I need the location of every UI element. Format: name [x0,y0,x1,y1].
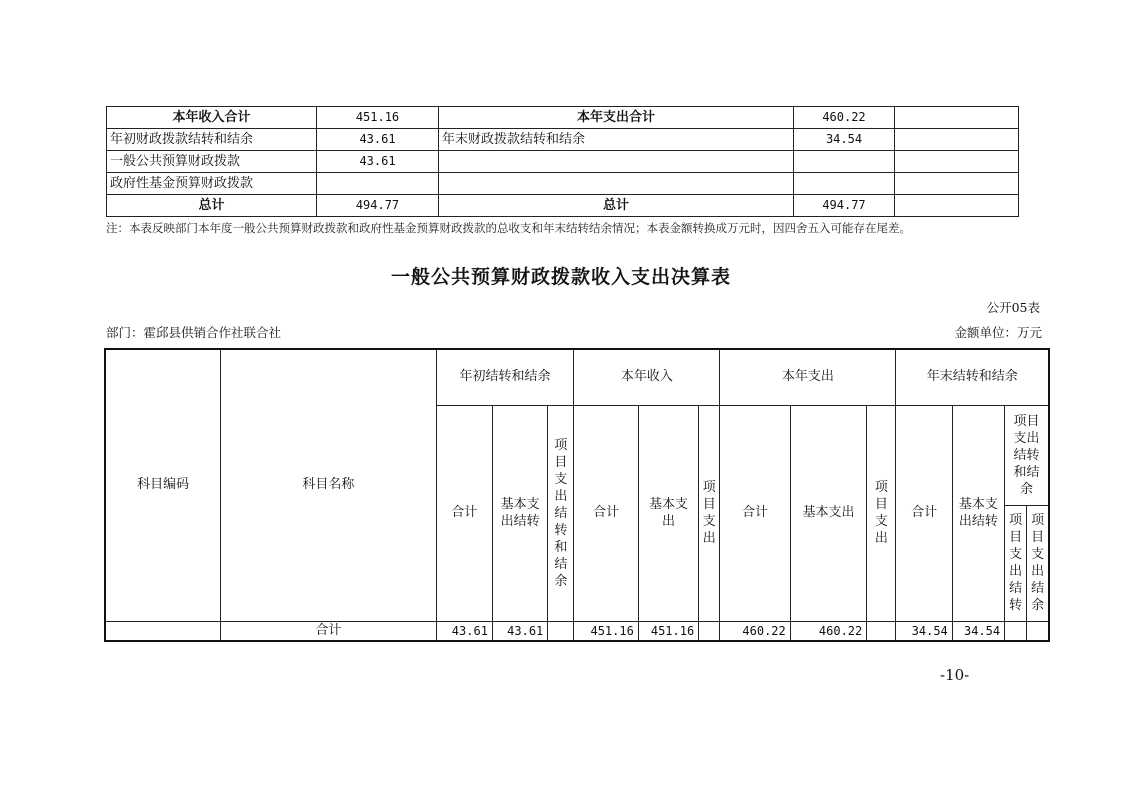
header-cell: 年初结转和结余 [436,349,574,405]
header-text: 项目支出结转和结余 [1013,413,1040,497]
table-cell [699,621,720,641]
header-cell [492,405,547,621]
header-cell: 本年支出 [720,349,896,405]
table-cell: 460.22 [790,621,866,641]
table-cell [895,151,1019,173]
table-cell [867,621,896,641]
header-text: 项目支出结转和结余 [554,437,568,589]
header-text: 基本支出 [649,497,689,529]
table-cell: 34.54 [896,621,952,641]
table-cell: 451.16 [574,621,638,641]
header-cell: 年末结转和结余 [896,349,1049,405]
table-note: 注：本表反映部门本年度一般公共预算财政拨款和政府性基金预算财政拨款的总收支和年末结转结余情况；本表金额转换成万元时，因四舍五入可能存在尾差。 [106,221,911,235]
table-cell [439,173,794,195]
table-cell: 本年收入合计 [107,107,317,129]
table-cell [1027,621,1049,641]
table-cell [794,151,895,173]
table-cell: 本年支出合计 [439,107,794,129]
table-cell [105,621,221,641]
header-cell [867,405,896,621]
table-cell: 年末财政拨款结转和结余 [439,129,794,151]
header-cell [638,405,698,621]
header-cell: 合计 [436,405,492,621]
table-row [107,195,1019,217]
header-cell [952,405,1004,621]
unit-label: 金额单位：万元 [954,325,1042,340]
header-row [105,349,1049,405]
table-row [107,173,1019,195]
header-cell: 合计 [720,405,790,621]
header-cell: 基本支出 [790,405,866,621]
table-cell [895,129,1019,151]
header-text: 项目支出 [702,480,716,546]
page-number: -10- [940,666,970,684]
table-cell [895,195,1019,217]
header-cell [1005,405,1049,505]
table-number: 公开05表 [986,300,1040,315]
table-cell [794,173,895,195]
table-cell: 总计 [439,195,794,217]
header-text: 基本支出结转 [500,497,540,529]
header-cell: 本年收入 [574,349,720,405]
header-text: 基本支出结转 [958,497,998,529]
table-cell: 460.22 [794,107,895,129]
table-cell: 460.22 [720,621,790,641]
table-cell: 43.61 [317,151,439,173]
header-cell: 科目名称 [221,349,436,621]
table-cell: 494.77 [794,195,895,217]
table-cell: 政府性基金预算财政拨款 [107,173,317,195]
header-text: 项目支出 [874,480,888,546]
header-cell [699,405,720,621]
table-cell: 年初财政拨款结转和结余 [107,129,317,151]
table-cell: 43.61 [317,129,439,151]
header-cell: 合计 [574,405,638,621]
table-cell: 34.54 [794,129,895,151]
table-cell [895,107,1019,129]
table-row [105,621,1049,641]
table-cell: 一般公共预算财政拨款 [107,151,317,173]
table-cell [439,151,794,173]
table-cell: 451.16 [638,621,698,641]
main-table [104,348,1050,642]
table-cell: 合计 [221,621,436,641]
table-cell [1005,621,1027,641]
table-row [107,151,1019,173]
table-cell [548,621,574,641]
table-cell: 43.61 [436,621,492,641]
header-text: 项目支出结余 [1031,513,1045,613]
table-cell: 43.61 [492,621,547,641]
table-cell [895,173,1019,195]
header-cell [1005,505,1027,621]
table-cell: 34.54 [952,621,1004,641]
page-title: 一般公共预算财政拨款收入支出决算表 [390,266,731,288]
header-cell [548,405,574,621]
table-cell: 总计 [107,195,317,217]
table-cell: 494.77 [317,195,439,217]
header-cell: 合计 [896,405,952,621]
table-cell: 451.16 [317,107,439,129]
table-row [107,129,1019,151]
header-cell [1027,505,1049,621]
header-cell: 科目编码 [105,349,221,621]
table-cell [317,173,439,195]
department-label: 部门：霍邱县供销合作社联合社 [106,325,282,340]
summary-table [106,106,1019,217]
table-row [107,107,1019,129]
header-text: 项目支出结转 [1009,513,1023,613]
